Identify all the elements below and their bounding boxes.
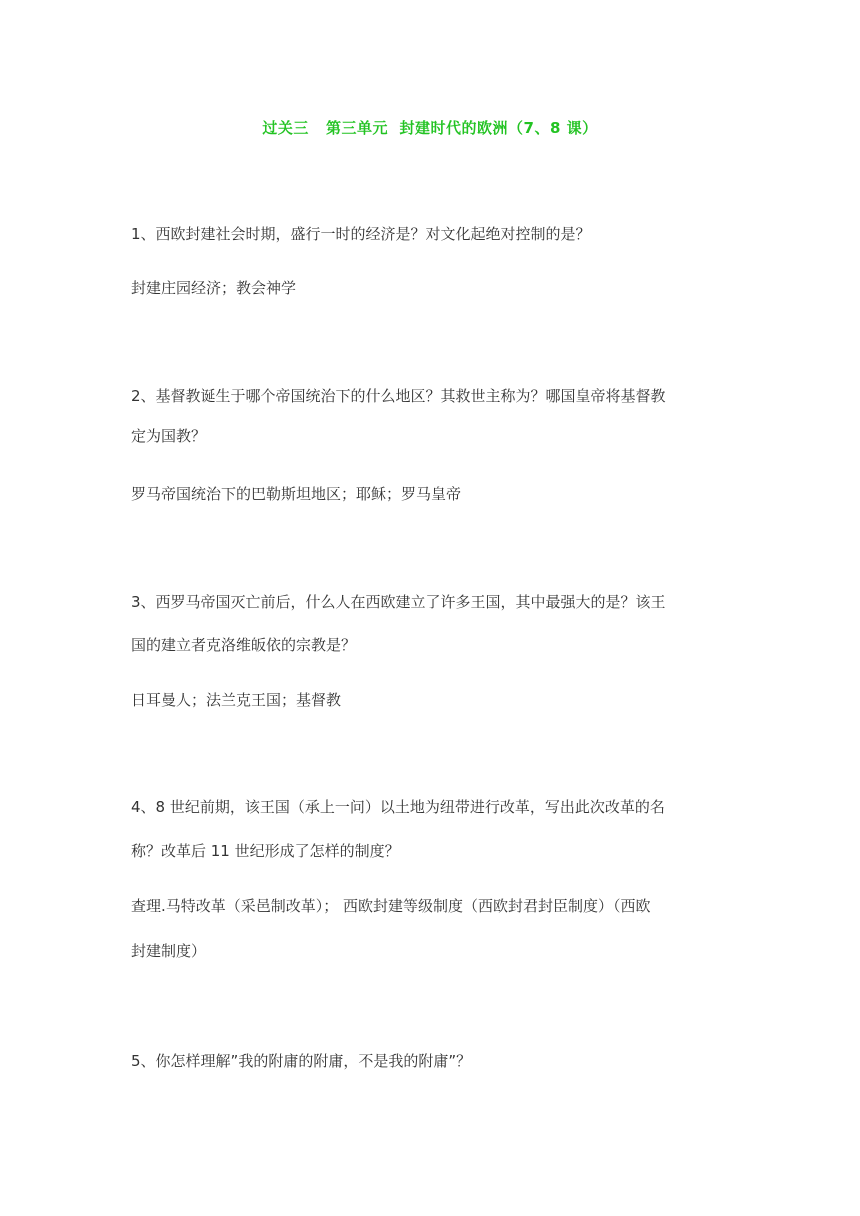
question-2-line-2: 定为国教？	[131, 427, 207, 445]
question-3-line-2: 国的建立者克洛维皈依的宗教是？	[131, 636, 357, 654]
answer-4-line-1: 查理.马特改革（采邑制改革）； 西欧封建等级制度（西欧封君封臣制度）（西欧	[131, 897, 651, 915]
answer-4-line-2: 封建制度）	[131, 942, 207, 960]
answer-1-line-1: 封建庄园经济；教会神学	[131, 279, 297, 297]
question-4-line-1: 4、8 世纪前期，该王国（承上一问）以土地为纽带进行改革，写出此次改革的名	[131, 798, 665, 816]
question-3-line-1: 3、西罗马帝国灭亡前后，什么人在西欧建立了许多王国，其中最强大的是？该王	[131, 593, 666, 611]
question-4-line-2: 称？改革后 11 世纪形成了怎样的制度？	[131, 842, 400, 860]
question-5-line-1: 5、你怎样理解”我的附庸的附庸，不是我的附庸”？	[131, 1052, 472, 1070]
document-title: 过关三 第三单元 封建时代的欧洲（7、8 课）	[262, 119, 598, 137]
question-1-line-1: 1、西欧封建社会时期，盛行一时的经济是？对文化起绝对控制的是？	[131, 225, 591, 243]
answer-2-line-1: 罗马帝国统治下的巴勒斯坦地区；耶稣；罗马皇帝	[131, 485, 462, 503]
question-2-line-1: 2、基督教诞生于哪个帝国统治下的什么地区？其救世主称为？哪国皇帝将基督教	[131, 387, 666, 405]
answer-3-line-1: 日耳曼人；法兰克王国；基督教	[131, 691, 342, 709]
